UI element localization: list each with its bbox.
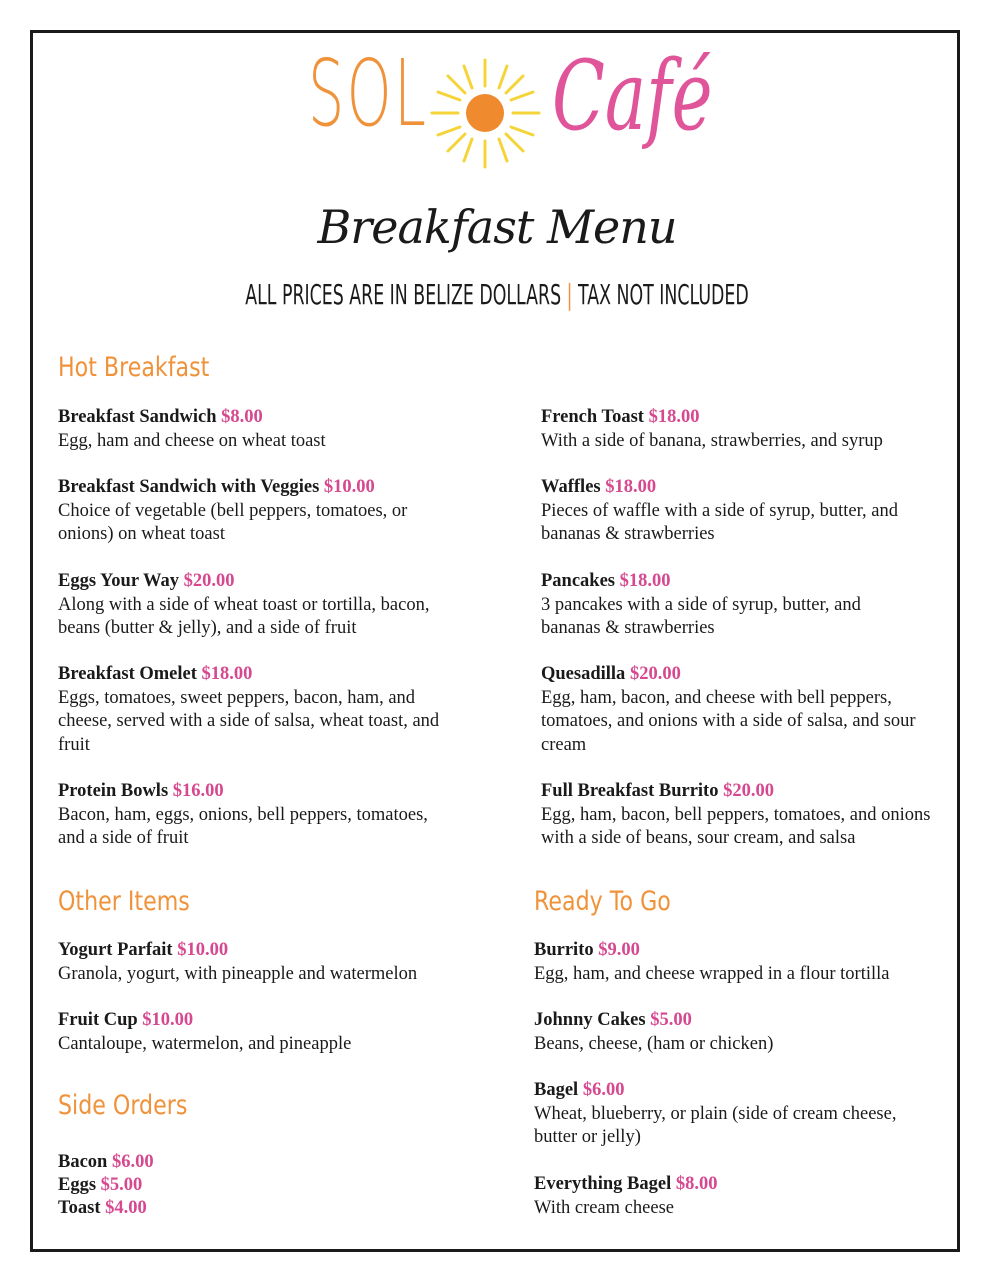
item-price: $20.00	[183, 571, 235, 591]
item-description: Eggs, tomatoes, sweet peppers, bacon, ham, and cheese, served with a side of salsa, wheat toast, and fruit	[58, 687, 440, 755]
item-name: Burrito	[534, 940, 594, 960]
item-description: Granola, yogurt, with pineapple and watermelon	[58, 963, 418, 984]
item-name: Pancakes	[541, 571, 615, 591]
menu-item	[541, 570, 891, 641]
item-description: With a side of banana, strawberries, and syrup	[541, 430, 883, 451]
item-name: Full Breakfast Burrito	[541, 781, 719, 801]
item-name: Johnny Cakes	[534, 1010, 646, 1030]
item-price: $20.00	[723, 781, 774, 801]
item-description: Bacon, ham, eggs, onions, bell peppers, tomatoes, and a side of fruit	[58, 804, 428, 848]
item-name: Bacon	[58, 1152, 108, 1172]
section-title-other-items: Other Items	[58, 886, 190, 917]
menu-item	[541, 780, 946, 851]
menu-item	[58, 1151, 478, 1175]
section-title-side-orders: Side Orders	[58, 1090, 188, 1121]
item-price: $8.00	[221, 407, 263, 427]
price-note-separator: |	[566, 278, 573, 311]
item-price: $18.00	[605, 477, 657, 497]
logo-cafe-text: Café	[552, 40, 713, 152]
item-price: $10.00	[142, 1010, 194, 1030]
price-note-tax: TAX NOT INCLUDED	[577, 278, 749, 311]
item-description: With cream cheese	[534, 1197, 674, 1218]
item-name: Eggs Your Way	[58, 571, 179, 591]
item-name: Breakfast Sandwich	[58, 407, 217, 427]
price-note	[189, 278, 805, 311]
item-price: $9.00	[598, 940, 640, 960]
menu-item	[58, 570, 458, 641]
item-price: $8.00	[675, 1174, 718, 1194]
item-name: Quesadilla	[541, 664, 626, 684]
item-name: Fruit Cup	[58, 1010, 138, 1030]
section-title-hot-breakfast: Hot Breakfast	[58, 352, 210, 383]
item-price: $5.00	[100, 1175, 143, 1195]
item-price: $5.00	[650, 1010, 692, 1030]
sun-icon	[428, 56, 543, 171]
item-name: Waffles	[541, 477, 601, 497]
menu-item	[58, 476, 443, 547]
menu-item	[58, 663, 448, 757]
item-name: Everything Bagel	[534, 1174, 672, 1194]
item-name: French Toast	[541, 407, 644, 427]
item-name: Protein Bowls	[58, 781, 169, 801]
item-price: $18.00	[648, 407, 700, 427]
menu-item	[541, 663, 946, 757]
section-title-ready-to-go: Ready To Go	[534, 886, 671, 917]
sol-cafe-logo	[300, 40, 713, 183]
item-name: Toast	[58, 1198, 101, 1218]
item-name: Eggs	[58, 1175, 97, 1195]
menu-item	[58, 939, 478, 986]
menu-item	[534, 1009, 944, 1056]
item-description: Cantaloupe, watermelon, and pineapple	[58, 1033, 352, 1054]
item-name: Breakfast Sandwich with Veggies	[58, 477, 320, 497]
price-note-currency: ALL PRICES ARE IN BELIZE DOLLARS	[245, 278, 562, 311]
item-description: Choice of vegetable (bell peppers, tomatoes, or onions) on wheat toast	[58, 500, 408, 544]
item-price: $10.00	[323, 477, 375, 497]
item-description: Egg, ham and cheese on wheat toast	[58, 430, 326, 451]
menu-subtitle: Breakfast Menu	[317, 200, 677, 254]
item-name: Breakfast Omelet	[58, 664, 197, 684]
menu-item	[58, 1197, 478, 1221]
menu-item	[541, 406, 951, 453]
item-description: Egg, ham, bacon, and cheese with bell peppers, tomatoes, and onions with a side of salsa, and sour cream	[541, 687, 916, 755]
logo-sol-text: SOL	[308, 40, 429, 147]
item-price: $20.00	[629, 664, 681, 684]
item-description: Wheat, blueberry, or plain (side of cream cheese, butter or jelly)	[534, 1103, 897, 1147]
menu-item	[541, 476, 926, 547]
menu-item	[58, 1174, 478, 1198]
item-description: 3 pancakes with a side of syrup, butter, and bananas & strawberries	[541, 594, 861, 638]
item-name: Bagel	[534, 1080, 579, 1100]
item-price: $6.00	[582, 1080, 625, 1100]
menu-item	[534, 939, 944, 986]
item-price: $4.00	[105, 1198, 147, 1218]
item-price: $16.00	[172, 781, 224, 801]
item-description: Beans, cheese, (ham or chicken)	[534, 1033, 774, 1054]
item-price: $18.00	[201, 664, 253, 684]
item-description: Along with a side of wheat toast or tortilla, bacon, beans (butter & jelly), and a side of fruit	[58, 594, 430, 638]
menu-item	[534, 1079, 929, 1150]
menu-item	[58, 780, 458, 851]
item-price: $10.00	[177, 940, 229, 960]
menu-item	[534, 1173, 944, 1220]
item-price: $6.00	[111, 1152, 154, 1172]
menu-item	[58, 1009, 478, 1056]
menu-item	[58, 406, 478, 453]
item-price: $18.00	[619, 571, 671, 591]
item-description: Pieces of waffle with a side of syrup, butter, and bananas & strawberries	[541, 500, 899, 544]
item-description: Egg, ham, and cheese wrapped in a flour tortilla	[534, 963, 890, 984]
item-name: Yogurt Parfait	[58, 940, 173, 960]
item-description: Egg, ham, bacon, bell peppers, tomatoes, and onions with a side of beans, sour cream, and salsa	[541, 804, 931, 848]
